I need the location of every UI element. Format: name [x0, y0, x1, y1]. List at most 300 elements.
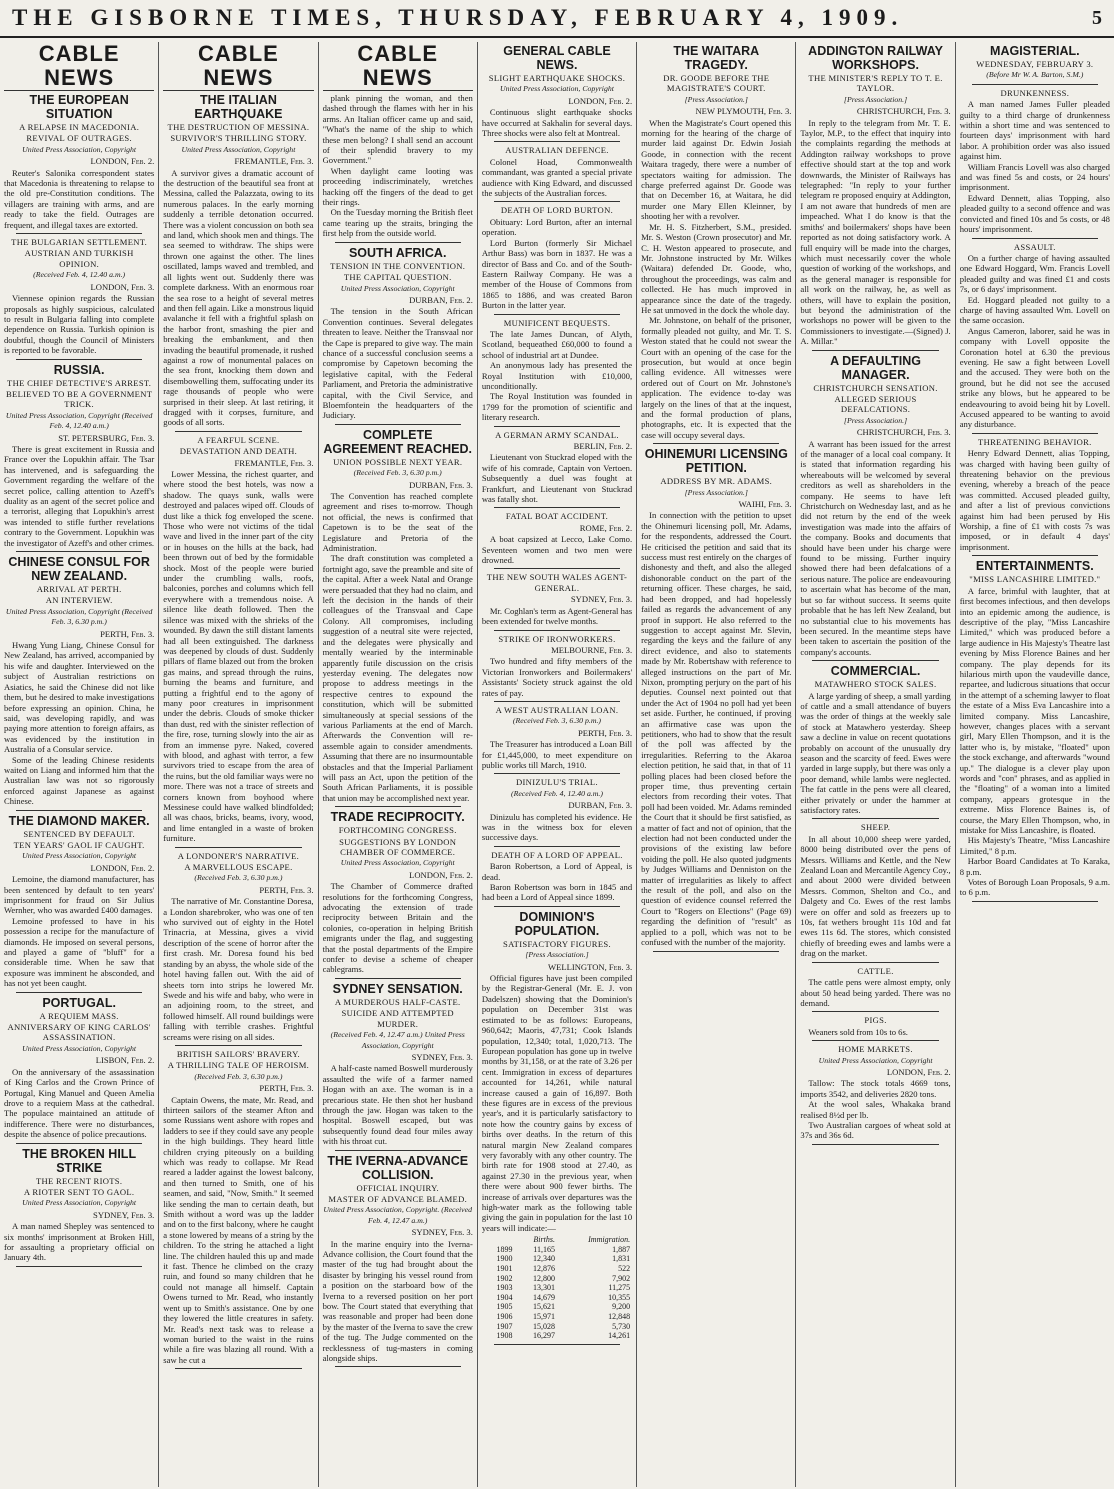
article-paragraph: At the wool sales, Whakaka brand realised 8½d per lb. [800, 1099, 951, 1120]
article-byline: United Press Association, Copyright. (Received Feb. 4, 12.47 a.m.) [323, 1205, 472, 1225]
news-article [482, 850, 632, 903]
article-subheading: WEDNESDAY, FEBRUARY 3. [976, 59, 1094, 69]
article-headline: SYDNEY SENSATION. [332, 981, 463, 996]
article-divider [335, 242, 461, 243]
article-subheading: SHEEP. [860, 822, 891, 833]
article-byline: United Press Association, Copyright (Received Feb. 4, 12.40 a.m.) [5, 410, 153, 431]
article-paragraph: Continuous slight earthquake shocks have occurred at Sakhalin for several days. Three shocks were also felt at Montreal. [481, 107, 633, 139]
article-paragraph: A half-caste named Boswell murderously assaulted the wife of a farmer named Hogan with an axe. The woman is in a precarious state. He then shot her husband through the jaw. Hogan was taken to the hospital. Boswell escaped, but was subsequently found dead four miles away with his throat cut. [322, 1063, 473, 1147]
article-divider [494, 314, 620, 315]
article-subheading: CATTLE. [857, 965, 894, 976]
article-paragraph: Ed. Hoggard pleaded not guilty to a charge of having assaulted Wm. Lovell on the same occasion. [959, 294, 1110, 326]
article-dateline: CHRISTCHURCH, Feb. 3. [856, 106, 951, 117]
article-headline: COMMERCIAL. [830, 664, 921, 679]
article-headline: OHINEMURI LICENSING PETITION. [644, 447, 788, 476]
masthead-title: THE GISBORNE TIMES, THURSDAY, FEBRUARY 4, 1909. [12, 5, 904, 30]
article-byline: (Received Feb. 3, 6.30 p.m.) [194, 1071, 283, 1081]
article-paragraph: Obituary: Lord Burton, after an internal operation. [481, 216, 633, 238]
table-cell: 1902 [496, 1273, 513, 1283]
masthead [0, 0, 1114, 38]
article-subheading: MASTER OF ADVANCE BLAMED. [328, 1193, 468, 1204]
article-subheading: ASSAULT. [1013, 241, 1056, 252]
article-headline: TRADE RECIPROCITY. [330, 810, 465, 825]
table-cell: 1,831 [612, 1254, 631, 1264]
article-paragraph: Captain Owens, the mate, Mr. Read, and thirteen sailors of the steamer Afton and some Russians went ashore with ropes and ladders to see if they could save any people in the high buildings. They heard little children crying piteously on a building which was ready to collapse. Mr Read reared a ladder against the lowest balcony, and then turned to Smith, one of his seamen, and said, "Now, Smith." It seemed like sending the man to certain death, but Smith without a word was up the ladder and on to the first balcony, where he caught a stone lowered by means of a string by the children. To the string he attached a light line. The children hauled this up and made it fast. Thence he climbed on the crazy ruin, and found so many children that he could not manage all himself. Captain Owens turned to Mr. Read, who instantly went up to Smith's assistance. One by one they lowered the little creatures in safety. Mr. Read's next task was to release a woman buried to the waist in the ruins while a fire was blazing all round. With a saw he cut a [163, 1094, 314, 1365]
news-article [482, 511, 632, 565]
news-article [641, 44, 791, 440]
article-divider [812, 350, 938, 351]
table-header-row [482, 1235, 632, 1245]
article-dateline: ROME, Feb. 2. [579, 522, 633, 533]
article-subheading: A FEARFUL SCENE. [197, 434, 280, 445]
article-paragraph: Some of the leading Chinese residents waited on Liang and informed him that the Australian law was not so rigorously enforced against Japanese as against Chinese. [4, 754, 155, 807]
news-column-5 [637, 42, 796, 1487]
article-subheading: A MURDEROUS HALF-CASTE. [334, 996, 461, 1007]
article-paragraph: Lower Messina, the richest quarter, and where stood the best hotels, was now a shadow. The quays sunk, walls were destroyed and palaces wiped off. Clouds of dust like a thick fog enveloped the scene. Those who were not victims of the tidal wave and lived in the inner part of the city or in houses on the hills at the back, had been thrown out of bed by the formidable shock. Most of the people were buried under the crumbling walls, roofs, balconies, porches and columns which fell everywhere with a tremendous noise. A silence like death followed. Then the silence was mixed with the shrieks of the wounded. By dawn the still distant laments had all been extinguished. The darkness was deepened by clouds of dust. Suddenly pillars of flame blazed out from the broken gas mains, and spread through the ruins, burning the beams and furniture, and putting a frightful end to the agony of many poor creatures in imprisonment under the debris. Clouds of smoke thicker than dust, red with the sinister reflection of the fire, rose, turning slowly into the air as from an immense pyre. Naked, covered with blood, and aghast with terror, a few survivors tried to escape from the area of the ruins, but the old familiar ways were no more. There was not a trace of streets and corners known from boyhood where Messinese could have walked blindfolded; all was chaos, bricks, beams, ivory, wood, and lime entangled in a waste of broken furniture. [163, 469, 314, 844]
article-divider [812, 818, 938, 819]
article-divider [812, 1040, 938, 1041]
article-paragraph: When daylight came looting was proceeding indiscriminately, wretches hacking off the fingers of the dead to get their rings. [322, 165, 473, 208]
article-subheading: DINIZULU'S TRIAL. [516, 777, 598, 788]
table-cell: 10,355 [608, 1292, 631, 1302]
article-divider [494, 1344, 620, 1345]
article-divider [812, 1011, 938, 1012]
article-subheading: AUSTRALIAN DEFENCE. [505, 145, 609, 156]
article-dateline: DURBAN, Feb. 3. [409, 479, 473, 490]
column-header: CABLE NEWS [4, 42, 154, 91]
table-cell: 14,261 [608, 1331, 631, 1341]
article-divider [175, 1045, 301, 1046]
table-cell: 12,848 [608, 1311, 631, 1321]
article-paragraph: Lord Burton (formerly Sir Michael Arthur Bass) was born in 1837. He was a director of Bass and Co. and of the South-Eastern Railway Company. He was a member of the House of Commons from 1865 to 1886, and was created Baron Burton in the latter year. [481, 237, 633, 311]
article-dateline: PERTH, Feb. 3. [259, 884, 314, 895]
article-subheading: HOME MARKETS. [838, 1044, 913, 1055]
article-dateline: WAIHI, Feb. 3. [738, 499, 792, 510]
table-cell: 16,297 [532, 1331, 555, 1341]
article-byline: (Before Mr W. A. Barton, S.M.) [986, 70, 1084, 80]
news-article [163, 435, 313, 844]
article-paragraph: Two Australian cargoes of wheat sold at 37s and 36s 6d. [800, 1119, 951, 1141]
article-subheading: BELIEVED TO BE A GOVERNMENT TRICK. [6, 388, 153, 410]
article-byline: [Press Association.] [684, 487, 748, 497]
article-divider [494, 568, 620, 569]
article-paragraph: Lemoine, the diamond manufacturer, has been sentenced by default to ten years' imprisonment for fraud on Sir Julius Wernher, who was awarded £400 damages. [4, 874, 155, 916]
article-divider [175, 431, 301, 432]
table-cell: 15,028 [532, 1321, 555, 1331]
article-subheading: "MISS LANCASHIRE LIMITED." [969, 574, 1101, 585]
article-divider [972, 84, 1098, 85]
article-subheading: A GERMAN ARMY SCANDAL. [495, 429, 619, 440]
article-paragraph: An anonymous lady has presented the Royal Institution with £10,000, unconditionally. [481, 360, 633, 391]
article-paragraph: The Convention has reached complete agreement and rises to-morrow. Though not official, the news is confirmed that Capetown is to be the seat of the Legislature and Pretoria of the Administration. [322, 491, 473, 554]
article-paragraph: Mr. Johnstone, on behalf of the prisoner, formally pleaded not guilty, and Mr. T. S. Weston stated that he could not swear the Court with an opening of the case for the prosecution, but would at once begin calling evidence. All witnesses were ordered out of Court on Mr. Johnstone's application. The evidence to-day was largely on the lines of that at the inquest, and the formal production of plans, photographs, etc. It is expected that the case will occupy several days. [641, 315, 792, 440]
news-article [800, 354, 950, 658]
article-byline: (Received Feb. 4, 12.40 a.m.) [510, 788, 603, 798]
table-cell: 1904 [496, 1292, 513, 1302]
news-article [482, 145, 632, 198]
article-divider [335, 806, 461, 807]
article-byline: United Press Association, Copyright [500, 84, 614, 94]
article-byline: (Received Feb. 3, 6.30 p.m.) [194, 873, 283, 883]
article-subheading: UNION POSSIBLE NEXT YEAR. [333, 456, 463, 467]
news-article [960, 559, 1110, 898]
article-headline: CHINESE CONSUL FOR NEW ZEALAND. [8, 555, 150, 584]
table-row [482, 1274, 632, 1284]
article-dateline: SYDNEY, Feb. 3. [411, 1051, 473, 1062]
news-article [4, 996, 154, 1140]
news-article [4, 1147, 154, 1263]
article-paragraph: Viennese opinion regards the Russian proposals as highly suspicious, calculated to result in Bulgaria falling into complete dependence on Russia. Turkish opinion is doubtful, though the Council of Ministers is reported to be favorable. [4, 293, 155, 356]
article-subheading: TENSION IN THE CONVENTION. [330, 260, 466, 271]
article-headline: THE IVERNA-ADVANCE COLLISION. [327, 1153, 469, 1182]
news-article [482, 318, 632, 423]
article-subheading: DEVASTATION AND DEATH. [179, 446, 298, 457]
article-paragraph: In reply to the telegram from Mr. T. E. Taylor, M.P., to the effect that inquiry into the complaints regarding the methods at Addington railway workshops to prove effective should start at the top and work downwards, the Minister of Railways has telegraphed: "In reply to your further telegram re proposed enquiry at Addington, I am not aware that hundreds of men are impeached. What I do know is that the smiths' and boilermakers' shops have been reported as not doing satisfactory work. A full enquiry will be made into the charges, which must necessarily cover the whole question of working of the workshops, and as the general manager is responsible for all work on the railway, he, as well as others, will have to explain the position, but beyond the administration of the workshops no power will be given to the Commissioners to investigate.—(Signed) J. A. Millar." [800, 117, 951, 347]
table-row [482, 1283, 632, 1293]
article-byline: United Press Association, Copyright [340, 283, 455, 293]
article-paragraph: Lieutenant von Stuckrad eloped with the wife of his comrade, Captain von Vertoen. Subsequently a duel was fought at Frankfurt, and Lieutenant von Stuckrad was fatally shot. [481, 452, 633, 505]
article-byline: (Received Feb. 4, 12.47 a.m.) United Press Association, Copyright [330, 1030, 465, 1050]
article-subheading: AUSTRIAN AND TURKISH OPINION. [24, 248, 134, 269]
table-cell: 11,275 [608, 1283, 631, 1293]
article-divider [16, 992, 142, 993]
table-cell: 14,679 [532, 1292, 555, 1302]
article-paragraph: His Majesty's Theatre, "Miss Lancashire Limited," 8 p.m. [959, 835, 1110, 856]
article-byline: United Press Association, Copyright [22, 1198, 137, 1208]
table-cell: 1906 [496, 1311, 513, 1321]
table-cell: 522 [618, 1264, 631, 1273]
article-paragraph: In connection with the petition to upset the Ohinemuri licensing poll, Mr. Adams, for the respondents, addressed the Court. He criticised the petition and said that its success must rest entirely on the charges of dishonesty and theft, and also the alleged dishonorable conduct on the part of the returning officer. These charges, he said, had been dropped, and had hopelessly failed as regards the advancement of any proof in support. He also referred to the suggestion to accept against Mr. Slevin, regarding the keys and the failure of any direct evidence, and also to statements made by Mr. Robertshaw with reference to alleged instructions on the part of Mr. Nixon, prompting perjury on the part of his deputies. Counsel next pointed out that under the Act of 1904 no poll had yet been set aside. Further, he continued, if proving an affirmative case was upon the petitioners, who had to show that the result of the poll was affected by the irregularities. Referring to the Akaroa election petition, he said that, in that of 11 polling places had been closed before the proper time, thus preventing certain electors from recording their votes. That poll had been voided. Mr. Adams reminded the Court that it should be first satisfied, as a matter of fact and not of opinion, that the election had not been conducted under the provisions of the existing law before voiding the poll. He also quoted judgments by Judges Williams and Denniston on the matter of irregularities as likely to affect the result of the poll, and also on the question of evidence counsel referred the Court to "Rogers on Elections" (Page 69) regarding the definition of "result" as applied to a poll, which was not to be confused with the number of the majority. [641, 510, 792, 948]
news-article [323, 982, 473, 1147]
news-article [960, 437, 1110, 552]
table-row [482, 1293, 632, 1303]
article-byline: United Press Association, Copyright [22, 1043, 137, 1053]
article-divider [16, 233, 142, 234]
article-divider [812, 962, 938, 963]
article-headline: THE ITALIAN EARTHQUAKE [194, 93, 283, 121]
article-divider [494, 426, 620, 427]
news-article [323, 1154, 473, 1364]
article-divider [16, 551, 142, 552]
news-column-3 [319, 42, 478, 1487]
news-article [482, 572, 632, 626]
table-row [482, 1312, 632, 1322]
table-cell: 1905 [496, 1302, 513, 1312]
article-divider [972, 901, 1098, 902]
article-subheading: SATISFACTORY FIGURES. [503, 938, 611, 949]
article-divider [812, 1144, 938, 1145]
article-subheading: SUGGESTIONS BY LONDON CHAMBER OF COMMERCE. [339, 836, 457, 857]
article-headline: THE EUROPEAN SITUATION [29, 93, 129, 121]
article-paragraph: In the marine enquiry into the Iverna-Advance collision, the Court found that the master of the tug had brought about the disaster by bringing his vessel round from a position on the starboard bow of the Iverna to a reversed position on her port bow. The Court stated that everything that was reasonable and proper had been done by the master of the Iverna to save the crew of the tug. The Judge commented on the recklessness of tug-masters in coming alongside ships. [322, 1238, 473, 1364]
article-byline: [Press Association.] [684, 94, 748, 104]
article-byline: (Received Feb. 3, 6.30 p.m.) [512, 716, 602, 726]
article-dateline: SYDNEY, Feb. 3. [93, 1209, 155, 1220]
article-subheading: PIGS. [864, 1015, 887, 1026]
article-divider [494, 507, 620, 508]
article-paragraph: There is great excitement in Russia and France over the Lopukhin affair. The Tsar has intervened, and is safeguarding the Government regarding the welfare of the secret police, calling attention to Azeff's duality as an agent of the secret police and a terrorist, alleging that Lopukhin's arrest was intended to stifle further revelations contrary to the Government. Lopukhin was the investigator of Azeff's and other crimes. [4, 443, 155, 548]
article-dateline: LONDON, Feb. 2. [409, 869, 473, 880]
table-cell: 1899 [496, 1244, 513, 1254]
article-paragraph: When the Magistrate's Court opened this morning for the hearing of the charge of murder laid against Dr. Edwin Josiah Goode, in connection with the recent Waitara tragedy, there were a number of spectators waiting for admission. The charge preferred against Dr. Goode was that on December 16, at Waitara, he did murder one Mary Ellen Kleinner, by shooting her with a revolver. [641, 117, 792, 222]
article-headline: THE WAITARA TRAGEDY. [673, 44, 760, 72]
news-article [4, 363, 154, 549]
article-divider [335, 978, 461, 979]
article-dateline: WELLINGTON, Feb. 3. [547, 961, 633, 972]
article-dateline: SYDNEY, Feb. 3. [570, 594, 633, 605]
article-paragraph: On the Tuesday morning the British fleet came tearing up the straits, bringing the first help from the outside world. [322, 207, 473, 239]
article-subheading: A RELAPSE IN MACEDONIA. [19, 122, 140, 132]
article-subheading: A WEST AUSTRALIAN LOAN. [495, 704, 619, 715]
table-cell: 11,165 [533, 1244, 555, 1254]
article-paragraph: The narrative of Mr. Constantine Doresa, a London sharebroker, who was one of ten who survived out of eighty in the Hotel Trinacria, at Messina, gives a vivid description of the scene of horror after the first crash. Mr. Doresa found his bed standing by an abyss, the whole side of the hotel having fallen out. With the aid of sheets torn into strips he lowered Mr. Swede and his wife and baby, who were in an adjoining room, to the street, and followed himself. All round buildings were falling with terrible crashes. Frightful screams were rising on all sides. [163, 896, 314, 1042]
article-divider [16, 359, 142, 360]
article-divider [653, 443, 779, 444]
table-header-cell: Immigration. [588, 1235, 631, 1245]
article-dateline: FREMANTLE, Feb. 3. [234, 156, 314, 167]
article-byline: (Received Feb. 4, 12.40 a.m.) [33, 270, 126, 280]
article-divider [494, 773, 620, 774]
article-paragraph: A boat capsized at Lecco, Lake Como. Seventeen women and two men were drowned. [481, 534, 633, 566]
article-dateline: PERTH, Feb. 3. [577, 727, 633, 738]
article-subheading: THE NEW SOUTH WALES AGENT-GENERAL. [486, 572, 628, 593]
news-article [323, 93, 473, 239]
article-dateline: LONDON, Feb. 2. [886, 1066, 951, 1077]
article-paragraph: The cattle pens were almost empty, only about 50 head being yarded. There was no demand. [800, 977, 951, 1008]
article-paragraph: Colonel Hoad, Commonwealth commandant, was granted a special private audience with King Edward, and discussed the subjects of the Australian forces. [481, 156, 633, 199]
news-article [482, 910, 632, 1341]
article-paragraph: Hwang Yung Liang, Chinese Consul for New Zealand, has arrived, accompanied by his wife and daughter. Interviewed on the subject of Australian restrictions on Asiatics, he said the Chinese did not like them, but he desired to make investigations before expressing an opinion. China, he said, was developing rapidly, and was paying more attention to foreign affairs, as was evidenced by the institution in Australia of a Consular service. [4, 640, 155, 755]
news-article [163, 1049, 313, 1365]
table-cell: 1907 [496, 1321, 513, 1331]
table-cell: 13,301 [532, 1283, 555, 1293]
article-divider [812, 660, 938, 661]
news-article [960, 88, 1110, 235]
news-article [800, 1044, 950, 1141]
article-paragraph: A large yarding of sheep, a small yarding of cattle and a small attendance of buyers was the order of things at the weekly sale of stock at Matawhero yesterday. Sheep saw a decline in value on recent quotations probably on account of the unusually dry season and the scarcity of feed. Ewes were yarded in large supply, but there was only a poor demand, while lambs were neglected. The fat cattle in the pens were all cleared, either privately or under the hammer at satisfactory rates. [800, 690, 951, 815]
article-byline: [Press Association.] [843, 94, 908, 104]
article-paragraph: On a further charge of having assaulted one Edward Hoggard, Wm. Francis Lovell pleaded guilty and was fined £1 and costs 7s, or 6 days' imprisonment. [959, 252, 1110, 295]
article-paragraph: Lemoine professed to have in his possession a recipe for the manufacture of diamonds. He imposed on several persons, and played a game of "bluff" for a considerable time. When he saw that exposure was imminent he absconded, and has not yet been caught. [4, 915, 155, 989]
table-header-cell [482, 1235, 515, 1245]
table-cell: 1903 [496, 1283, 513, 1293]
article-paragraph: A man named Shepley was sentenced to six months' imprisonment at Broken Hill, for assaulting a proprietary official on January 4th. [4, 1221, 155, 1263]
article-paragraph: The late James Duncan, of Alyth, Scotland, bequeathed £60,000 to found a school of industrial art at Dundee. [481, 328, 633, 360]
article-subheading: SENTENCED BY DEFAULT. [23, 828, 135, 839]
article-subheading: DEATH OF A LORD OF APPEAL. [491, 849, 623, 860]
table-cell: 12,340 [532, 1254, 555, 1264]
table-cell: 1901 [496, 1264, 513, 1273]
article-paragraph: The Treasurer has introduced a Loan Bill for £1,445,000, to meet expenditure on public works till March, 1910. [481, 739, 633, 770]
news-article [4, 93, 154, 230]
article-paragraph: Weaners sold from 10s to 6s. [808, 1026, 908, 1037]
article-subheading: DEATH OF LORD BURTON. [500, 205, 614, 216]
article-subheading: THE DESTRUCTION OF MESSINA. [167, 122, 310, 132]
article-dateline: LONDON, Feb. 3. [90, 281, 155, 292]
article-byline: [Press Association.] [843, 415, 908, 425]
article-byline: United Press Association, Copyright [22, 144, 137, 154]
article-headline: MAGISTERIAL. [990, 44, 1080, 58]
article-divider [653, 951, 779, 952]
news-article [960, 242, 1110, 430]
table-cell: 1908 [496, 1331, 513, 1341]
article-dateline: FREMANTLE, Feb. 3. [234, 457, 314, 468]
article-subheading: THE CHIEF DETECTIVE'S ARREST. [7, 377, 152, 388]
article-subheading: A RIOTER SENT TO GAOL. [23, 1186, 135, 1197]
article-paragraph: The tension in the South African Convention continues. Several delegates threaten to leave. Neither the Transvaal nor the Cape is prepared to give way. The main chance of a successful conclusion seems a compromise by Capetown becoming the legislative capital, with the Federal Parliament, and Pretoria the administrative capital, with the Civil Service, and Bloemfontein the headquarters of the Judiciary. [322, 306, 473, 421]
article-paragraph: plank pinning the woman, and then dashed through the flames with her in his arms. An Italian officer came up and said, "What's the name of the ship to which these men belong? I shall send an account of their splendid bravery to my Government." [322, 93, 473, 166]
article-divider [175, 1368, 301, 1369]
article-divider [335, 424, 461, 425]
article-paragraph: Mr. H. S. Fitzherbert, S.M., presided. Mr. S. Weston (Crown prosecutor) and Mr. C. H. Weston appeared to prosecute, and Mr. Johnstone instructed by Mr. Wilkes (Waitara) defended Dr. Goode, who, throughout the proceedings, was calm and collected. He has much improved in appearance since the date of the tragedy. He sat unmoved in the dock the whole day. [641, 221, 792, 315]
article-divider [494, 630, 620, 631]
article-paragraph: The Royal Institution was founded in 1799 for the promotion of scientific and literary research. [481, 391, 633, 423]
article-subheading: DRUNKENNESS. [1000, 87, 1070, 98]
table-row [482, 1264, 632, 1274]
article-subheading: THE MINISTER'S REPLY TO T. E. TAYLOR. [808, 73, 943, 94]
table-cell: 12,800 [532, 1273, 555, 1283]
article-subheading: TEN YEARS' GAOL IF CAUGHT. [13, 839, 145, 850]
article-headline: COMPLETE AGREEMENT REACHED. [323, 427, 473, 456]
article-dateline: PERTH, Feb. 3. [259, 1083, 314, 1094]
article-subheading: BRITISH SAILORS' BRAVERY. [176, 1048, 300, 1059]
article-divider [335, 1150, 461, 1151]
news-article [323, 428, 473, 803]
news-article [163, 93, 313, 428]
article-headline: RUSSIA. [53, 362, 105, 377]
article-paragraph: William Francis Lovell was also charged and was fined 5s and costs, or 24 hours' imprisonment. [959, 161, 1110, 193]
page-number: 5 [1092, 6, 1102, 29]
news-article [800, 822, 950, 958]
article-paragraph: Angus Cameron, laborer, said he was in company with Lovell opposite the Coronation hotel at 6.30 the previous evening. He saw a fight between Lovell and the accused. They were both on the ground, but he did not see the accused strike any blows, but he appeared to be endeavouring to avoid being hit by Lovell. Accused appeared to be wanting to avoid any disturbance. [959, 325, 1110, 430]
news-article [482, 705, 632, 770]
article-paragraph: Edward Dennett, alias Topping, also pleaded guilty to a second offence and was convicted and fined 10s and 5s costs, or 48 hours' imprisonment. [959, 192, 1110, 235]
article-dateline: LONDON, Feb. 2. [90, 862, 155, 873]
article-paragraph: A warrant has been issued for the arrest of the manager of a local coal company. It is stated that information regarding his whereabouts will be welcomed by several creditors as well as shareholders in the company. He seems to have left Christchurch on Wednesday last, and as he did not return by the end of the week investigation was made into the affairs of the company. Books and documents that should have been under his charge were found to be missing. Further inquiry showed there had been defalcations of a serious nature. The police are endeavouring to ascertain what has become of the man, but so far without success. It seems quite probable that he has left New Zealand, but no substantial clue to his movements has been secured. In the meantime steps have been taken to ascertain the position of the company's accounts. [800, 438, 951, 657]
article-byline: United Press Association, Copyright [22, 851, 137, 861]
article-byline: United Press Association, Copyright (Received Feb. 3, 6.30 p.m.) [5, 606, 153, 627]
table-cell: 1900 [496, 1254, 513, 1264]
article-paragraph: Votes of Borough Loan Proposals, 9 a.m. to 6 p.m. [959, 877, 1110, 898]
news-article [482, 634, 632, 698]
news-column-1 [0, 42, 159, 1487]
article-headline: PORTUGAL. [42, 995, 116, 1010]
news-article [641, 447, 791, 947]
table-header-cell: Births. [533, 1235, 555, 1245]
article-byline: United Press Association, Copyright [818, 1055, 933, 1065]
article-dateline: SYDNEY, Feb. 3. [411, 1227, 473, 1238]
article-dateline: ST. PETERSBURG, Feb. 3. [58, 432, 155, 443]
table-row [482, 1245, 632, 1255]
article-headline: ADDINGTON RAILWAY WORKSHOPS. [808, 44, 943, 72]
article-subheading: REVIVAL OF OUTRAGES. [26, 133, 132, 144]
article-paragraph: In all about 10,000 sheep were yarded, 8000 being distributed over the pens of Messrs. Williams and Kettle, and the New Zealand Loan and Mercantile Agency Coy., and about 2000 were divided between Messrs. Common, Shelton and Co., and Dalgety and Co. Ewes of the rest lambs were on offer and sold as freezers up to 10s, fat wethers brought 11s 10d and fat ewes 11s 6d. The stores, which consisted chiefly of breeding ewes and lambs were a drag on the market. [800, 833, 951, 959]
article-subheading: A LONDONER'S NARRATIVE. [177, 850, 300, 861]
article-headline: A DEFAULTING MANAGER. [830, 353, 922, 382]
table-row [482, 1302, 632, 1312]
article-paragraph: Baron Robertson was born in 1845 and had been a Lord of Appeal since 1899. [481, 882, 633, 903]
columns [0, 38, 1114, 1487]
column-header: CABLE NEWS [323, 42, 473, 91]
article-headline: ENTERTAINMENTS. [975, 559, 1094, 574]
news-article [482, 430, 632, 505]
news-article [482, 777, 632, 842]
article-subheading: THE BULGARIAN SETTLEMENT. [11, 237, 148, 248]
article-byline: [Press Association.] [525, 950, 589, 960]
article-paragraph: Two hundred and fifty members of the Victorian Ironworkers and Boilermakers' Assistants' Society struck against the old rates of pay. [481, 656, 633, 698]
article-divider [494, 701, 620, 702]
article-divider [16, 810, 142, 811]
article-byline: (Received Feb. 3, 6.30 p.m.) [353, 468, 442, 478]
article-divider [972, 433, 1098, 434]
article-divider [494, 201, 620, 202]
article-divider [972, 238, 1098, 239]
article-subheading: THREATENING BEHAVIOR. [978, 436, 1092, 447]
article-paragraph: Dinizulu has completed his evidence. He was in the witness box for eleven successive days. [481, 811, 633, 843]
article-subheading: ANNIVERSARY OF KING CARLOS' ASSASSINATION. [7, 1022, 151, 1043]
article-divider [335, 1366, 461, 1367]
article-divider [16, 1266, 142, 1267]
article-subheading: ALLEGED SERIOUS DEFALCATIONS. [834, 393, 917, 415]
article-paragraph: Reuter's Salonika correspondent states that Macedonia is threatening to relapse to the old pre-Constitution conditions. The villagers are training with arms, and are ready to take the field. Outrages are frequent, and illegal taxes are extorted. [4, 167, 155, 230]
article-divider [972, 555, 1098, 556]
news-article [4, 555, 154, 807]
article-paragraph: Tallow: The stock totals 4669 tons, imports 3542, and deliveries 2820 tons. [800, 1078, 951, 1099]
news-article [4, 237, 154, 355]
article-divider [16, 1143, 142, 1144]
news-article [4, 814, 154, 989]
table-cell: 5,730 [612, 1321, 631, 1331]
article-dateline: LONDON, Feb. 2. [568, 95, 633, 106]
article-subheading: A REQUIEM MASS. [39, 1010, 119, 1021]
news-article [960, 44, 1110, 81]
table-cell: 15,971 [532, 1311, 555, 1321]
table-row [482, 1331, 632, 1341]
article-subheading: FATAL BOAT ACCIDENT. [505, 511, 609, 522]
article-paragraph: Mr. Coghlan's term as Agent-General has been extended for twelve months. [481, 605, 633, 627]
article-paragraph: A man named James Fuller pleaded guilty to a third charge of drunkenness within a short time and was sentenced to fourteen days' imprisonment with hard labor. A prohibition order was also issued against him. [959, 99, 1110, 162]
article-byline: United Press Association, Copyright [340, 858, 455, 868]
article-subheading: ARRIVAL AT PERTH. [36, 584, 122, 595]
news-column-6 [796, 42, 955, 1487]
table-row [482, 1254, 632, 1264]
table-cell: 12,876 [532, 1264, 555, 1273]
news-article [482, 205, 632, 310]
article-divider [494, 141, 620, 142]
article-paragraph: The Chamber of Commerce drafted resolutions for the forthcoming Congress, advocating the extension of trade reciprocity between Britain and the colonies, co-operation in helping British emigrants under the flag, and suggesting that the postal departments of the Empire confer to devise a scheme of cheaper cablegrams. [322, 881, 473, 975]
article-subheading: STRIKE OF IRONWORKERS. [498, 633, 616, 644]
article-paragraph: Henry Edward Dennett, alias Topping, was charged with having been guilty of threatening behavior on the previous evening, whereby a breach of the peace was committed. Accused pleaded guilty, and after a list of previous convictions against him had been perused by His Worship, a fine of £1 with costs 7s was imposed, or in default 4 days' imprisonment. [959, 448, 1110, 552]
table-cell: 15,621 [532, 1302, 555, 1312]
article-paragraph: Official figures have just been compiled by the Registrar-General (Mr. E. J. von Dadelszen) showing that the Dominion's population on December 31st was estimated to be as follows: Europeans, 960,642; Maoris, 47,731; Cook Islands population, 12,340; total, 1,020,713. The European population has gone up in twelve months by 31,158, or at the rate of 3.26 per cent. Immigration in excess of departures accounted for 14,261, while natural increase caused a gain of 16,897. Both these figures are in excess of the previous year's, and it is particularly satisfactory to note how the country gains by excess of births over deaths. In the return of this natural margin New Zealand compares very favorably with any other country. The birth rate for 1908 stood at 27.40, as against 27.30 in the previous year, when there were about 900 fewer births. The increase of arrivals over departures was the high-water mark as the following table giving the gain in population for the last 10 years will indicate:— [481, 973, 633, 1233]
article-paragraph: On the anniversary of the assassination of King Carlos and the Crown Prince of Portugal, King Manuel and Queen Amelia drove to a requiem Mass at the cathedral. The populace maintained an attitude of indifference. There were no disturbances, despite the absence of police precautions. [4, 1066, 155, 1140]
news-article [800, 44, 950, 347]
article-headline: THE DIAMOND MAKER. [8, 813, 150, 828]
news-column-2 [159, 42, 318, 1487]
article-subheading: SURVIVOR'S THRILLING STORY. [170, 133, 307, 144]
table-cell: 9,200 [612, 1302, 631, 1312]
news-article [163, 851, 313, 1042]
article-headline: DOMINION'S POPULATION. [514, 909, 600, 938]
article-subheading: THE CAPITAL QUESTION. [343, 272, 452, 283]
article-dateline: DURBAN, Feb. 3. [568, 800, 633, 811]
article-subheading: MUNIFICENT BEQUESTS. [503, 317, 611, 328]
news-article [323, 246, 473, 421]
article-subheading: SLIGHT EARTHQUAKE SHOCKS. [488, 73, 626, 83]
news-article [800, 966, 950, 1009]
article-paragraph: A farce, brimful with laughter, that at first becomes infectious, and then develops into an epidemic among the audience, is descriptive of the play, "Miss Lancashire Limited," which was produced before a large audience in His Majesty's Theatre last evening by Miss Florence Baines and her company. The play depends for its hilarious mirth upon the vaudeville dance, repartee, and ludicrous situations that occur in the attempt of a scheming lawyer to float the estate of a Miss Eva Lancashire into a limited company. Miss Lancashire, however, changes places with a servant girl, Mary Ellen Thompson, and it is the latter who is, by mistake, "floated" upon the stock exchange, and afterwards "wound up." The dialogue is a clever play upon words and "con" phrases, and as applied in the "floating" of a woman into a limited company, appears grotesque in the extreme. Miss Florence Baines is, of course, the Mary Ellen Thompson, who, in mistake for Miss Lancashire, is floated. [959, 585, 1110, 836]
news-article [323, 810, 473, 975]
